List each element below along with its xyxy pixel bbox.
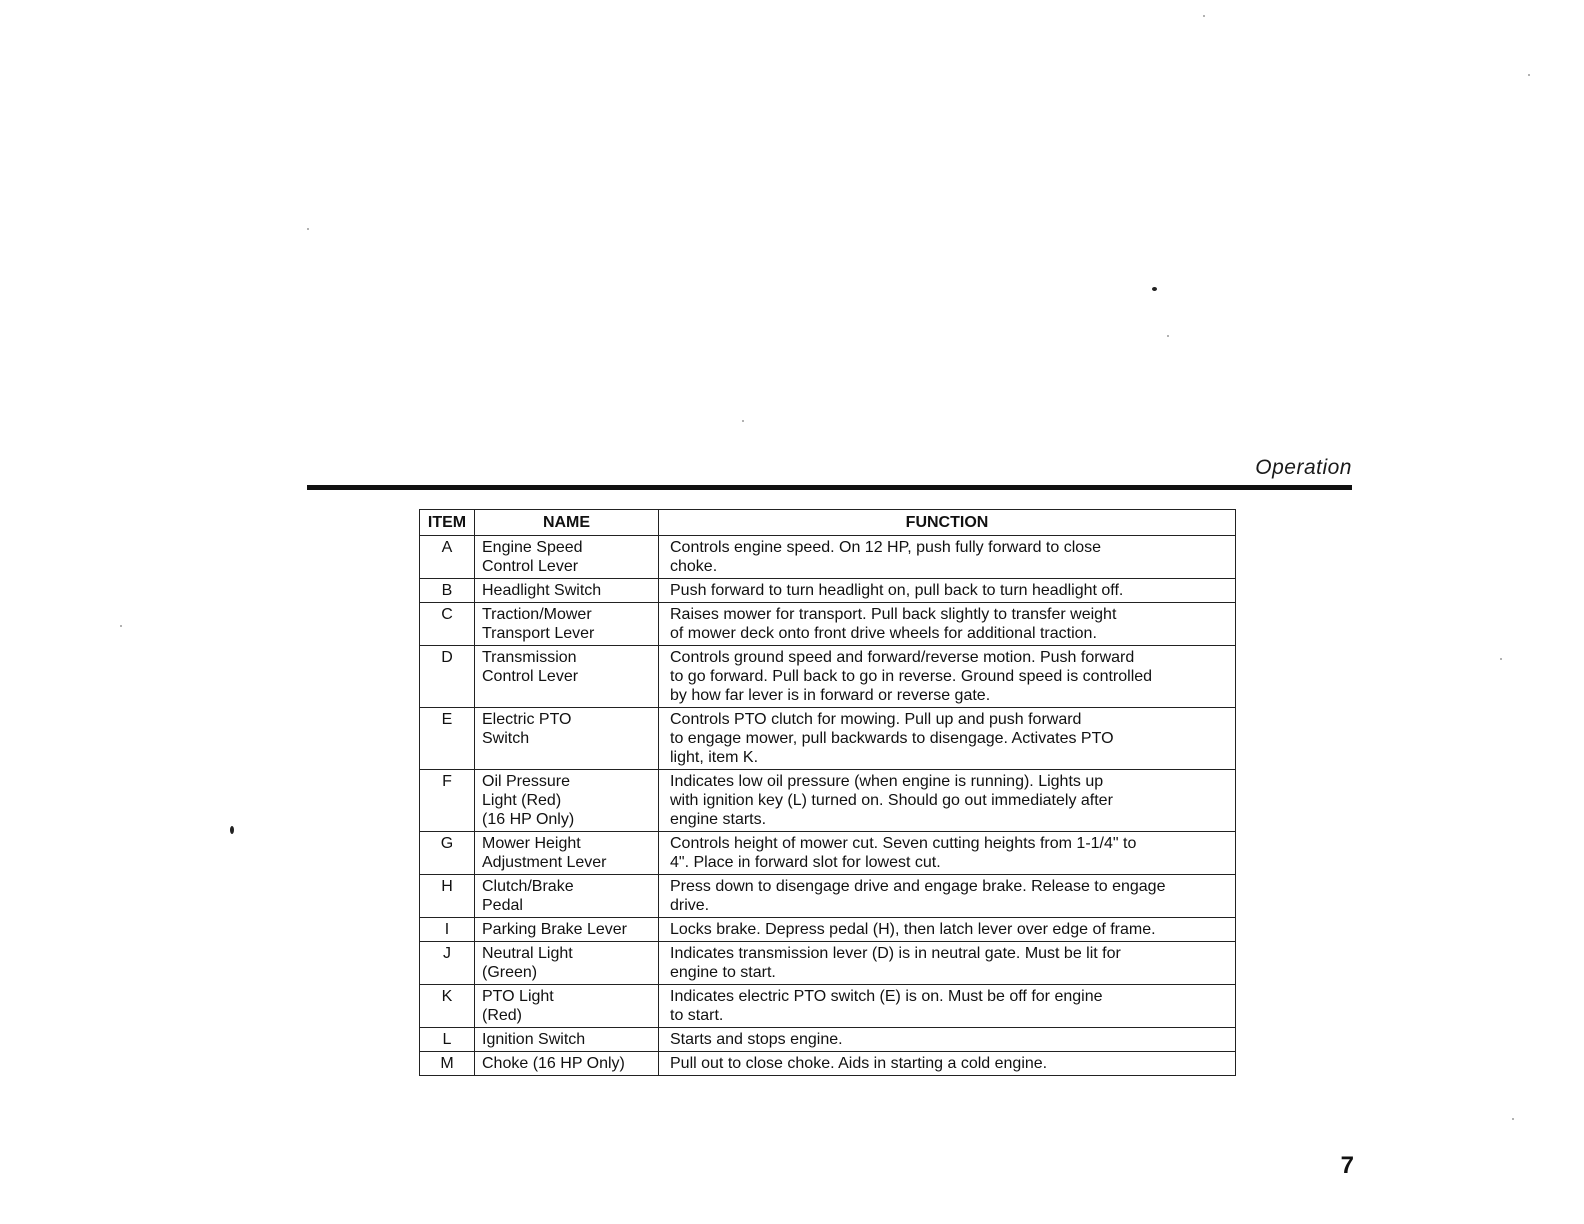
row-name: Electric PTO Switch	[475, 708, 659, 770]
table-row	[420, 985, 1236, 1028]
table-row	[420, 536, 1236, 579]
row-name: Transmission Control Lever	[475, 646, 659, 708]
row-item: H	[420, 875, 475, 918]
header-rule	[307, 485, 1352, 490]
row-name: Engine Speed Control Lever	[475, 536, 659, 579]
row-function: Indicates electric PTO switch (E) is on. Must be off for engine to start.	[659, 985, 1236, 1028]
table-row	[420, 1052, 1236, 1076]
row-function: Indicates low oil pressure (when engine is running). Lights up with ignition key (L) turned on. Should go out immediately after engine starts.	[659, 770, 1236, 832]
row-function: Controls height of mower cut. Seven cutting heights from 1-1/4" to 4". Place in forward slot for lowest cut.	[659, 832, 1236, 875]
row-item: J	[420, 942, 475, 985]
row-function: Controls ground speed and forward/reverse motion. Push forward to go forward. Pull back to go in reverse. Ground speed is controlled by how far lever is in forward or reverse gate.	[659, 646, 1236, 708]
scan-speck	[1152, 287, 1157, 291]
table-row	[420, 579, 1236, 603]
column-header-item: ITEM	[420, 510, 475, 536]
scan-speck	[1500, 658, 1502, 660]
row-name: Traction/Mower Transport Lever	[475, 603, 659, 646]
column-header-name: NAME	[475, 510, 659, 536]
scan-speck	[1203, 15, 1205, 17]
table-row	[420, 1028, 1236, 1052]
row-item: K	[420, 985, 475, 1028]
scan-speck	[1167, 335, 1169, 337]
scan-speck	[307, 228, 309, 230]
row-function: Controls PTO clutch for mowing. Pull up and push forward to engage mower, pull backwards to disengage. Activates PTO light, item K.	[659, 708, 1236, 770]
table-header-row	[420, 510, 1236, 536]
row-function: Raises mower for transport. Pull back slightly to transfer weight of mower deck onto front drive wheels for additional traction.	[659, 603, 1236, 646]
row-name: Neutral Light (Green)	[475, 942, 659, 985]
row-item: L	[420, 1028, 475, 1052]
table-row	[420, 646, 1236, 708]
row-item: B	[420, 579, 475, 603]
row-item: A	[420, 536, 475, 579]
table-row	[420, 832, 1236, 875]
row-function: Controls engine speed. On 12 HP, push fully forward to close choke.	[659, 536, 1236, 579]
scan-speck	[1528, 74, 1530, 76]
row-name: Ignition Switch	[475, 1028, 659, 1052]
row-name: Clutch/Brake Pedal	[475, 875, 659, 918]
row-name: Choke (16 HP Only)	[475, 1052, 659, 1076]
scan-speck	[230, 826, 234, 834]
column-header-function: FUNCTION	[659, 510, 1236, 536]
section-title: Operation	[1255, 456, 1352, 479]
table-row	[420, 918, 1236, 942]
table-row	[420, 875, 1236, 918]
page-number: 7	[1340, 1152, 1354, 1179]
row-item: D	[420, 646, 475, 708]
row-name: Mower Height Adjustment Lever	[475, 832, 659, 875]
row-name: Parking Brake Lever	[475, 918, 659, 942]
row-function: Starts and stops engine.	[659, 1028, 1236, 1052]
row-function: Push forward to turn headlight on, pull back to turn headlight off.	[659, 579, 1236, 603]
row-item: I	[420, 918, 475, 942]
row-item: M	[420, 1052, 475, 1076]
scan-speck	[742, 420, 744, 422]
row-item: C	[420, 603, 475, 646]
row-item: G	[420, 832, 475, 875]
scan-speck	[120, 625, 122, 627]
table-row	[420, 770, 1236, 832]
row-function: Pull out to close choke. Aids in starting a cold engine.	[659, 1052, 1236, 1076]
row-function: Indicates transmission lever (D) is in neutral gate. Must be lit for engine to start.	[659, 942, 1236, 985]
row-item: E	[420, 708, 475, 770]
row-function: Locks brake. Depress pedal (H), then latch lever over edge of frame.	[659, 918, 1236, 942]
table-row	[420, 708, 1236, 770]
scan-speck	[1512, 1118, 1514, 1120]
row-name: PTO Light (Red)	[475, 985, 659, 1028]
row-name: Headlight Switch	[475, 579, 659, 603]
row-function: Press down to disengage drive and engage brake. Release to engage drive.	[659, 875, 1236, 918]
table-row	[420, 942, 1236, 985]
row-name: Oil Pressure Light (Red) (16 HP Only)	[475, 770, 659, 832]
row-item: F	[420, 770, 475, 832]
table-row	[420, 603, 1236, 646]
controls-table	[419, 509, 1236, 1076]
